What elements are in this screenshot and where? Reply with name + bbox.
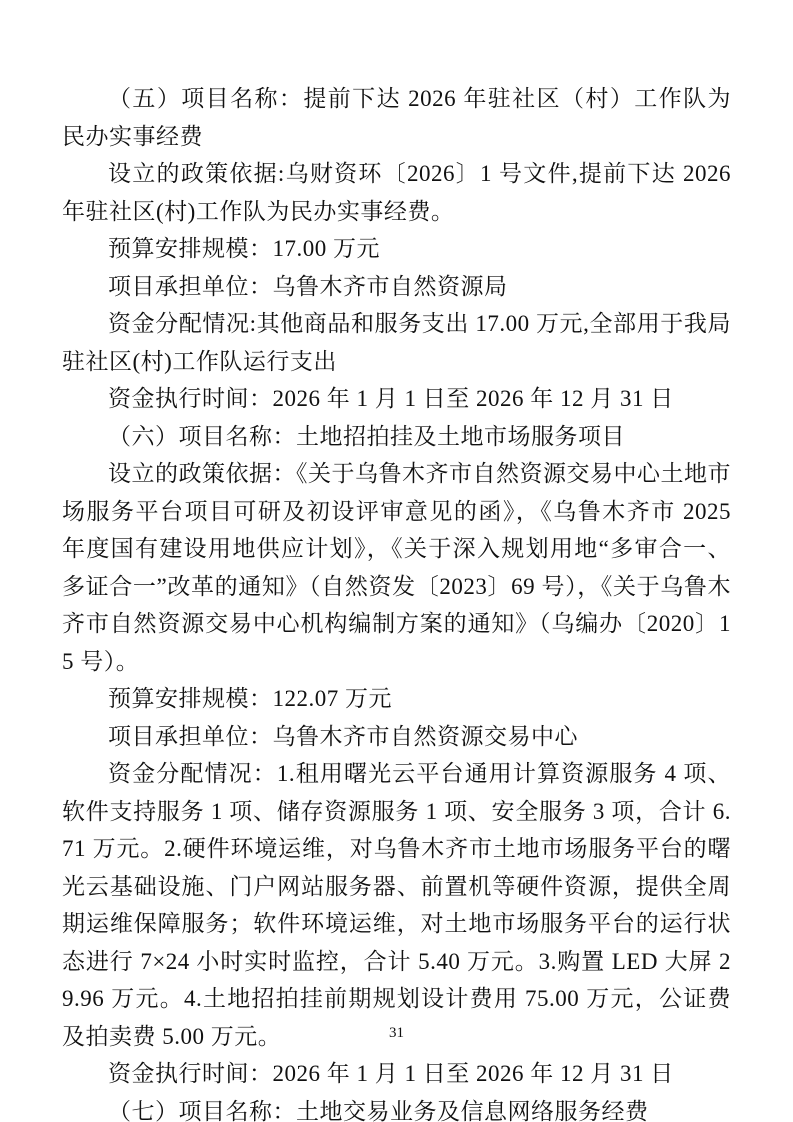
paragraph-project6-budget-scale: 预算安排规模：122.07 万元 bbox=[108, 686, 392, 711]
paragraph-project5-fund-allocation: 资金分配情况:其他商品和服务支出 17.00 万元,全部用于我局驻社区(村)工作队运行支出 bbox=[62, 311, 731, 374]
paragraph-project6-fund-allocation: 资金分配情况：1.租用曙光云平台通用计算资源服务 4 项、软件支持服务 1 项、储存资源服务 1 项、安全服务 3 项，合计 6.71 万元。2.硬件环境运维，对乌鲁木齐市土地市场服务平台的曙光云基础设施、门户网站服务器、前置机等硬件资源，提供全周期运维保障服务；软件环境运维，对土地市场服务平台的运行状态进行 7×24 小时实时监控，合计 5.40 万元。3.购置 LED 大屏 29.96 万元。4.土地招拍挂前期规划设计费用 75.00 万元，公证费及拍卖费 5.00 万元。 bbox=[62, 761, 731, 1049]
paragraph-project6-execution-period: 资金执行时间：2026 年 1 月 1 日至 2026 年 12 月 31 日 bbox=[108, 1061, 674, 1086]
paragraph-project5-name: （五）项目名称：提前下达 2026 年驻社区（村）工作队为民办实事经费 bbox=[62, 86, 731, 149]
paragraph-project5-execution-period: 资金执行时间：2026 年 1 月 1 日至 2026 年 12 月 31 日 bbox=[108, 386, 674, 411]
paragraph-project5-budget-scale: 预算安排规模：17.00 万元 bbox=[108, 236, 380, 261]
page-number: 31 bbox=[389, 1025, 404, 1041]
paragraph-project7-name: （七）项目名称：土地交易业务及信息网络服务经费 bbox=[108, 1098, 649, 1122]
paragraph-project5-policy-basis: 设立的政策依据:乌财资环〔2026〕1 号文件,提前下达 2026 年驻社区(村)工作队为民办实事经费。 bbox=[62, 161, 731, 224]
paragraph-project6-name: （六）项目名称：土地招拍挂及土地市场服务项目 bbox=[108, 423, 625, 449]
paragraph-project6-undertaking-unit: 项目承担单位：乌鲁木齐市自然资源交易中心 bbox=[108, 723, 578, 749]
document-body bbox=[62, 80, 731, 1122]
paragraph-project5-undertaking-unit: 项目承担单位：乌鲁木齐市自然资源局 bbox=[108, 273, 508, 299]
paragraph-project6-policy-basis: 设立的政策依据：《关于乌鲁木齐市自然资源交易中心土地市场服务平台项目可研及初设评审意见的函》，《乌鲁木齐市 2025 年度国有建设用地供应计划》，《关于深入规划用地“多审合一、多证合一”改革的通知》（自然资发〔2023〕69 号），《关于乌鲁木齐市自然资源交易中心机构编制方案的通知》（乌编办〔2020〕15 号）。 bbox=[62, 461, 731, 674]
